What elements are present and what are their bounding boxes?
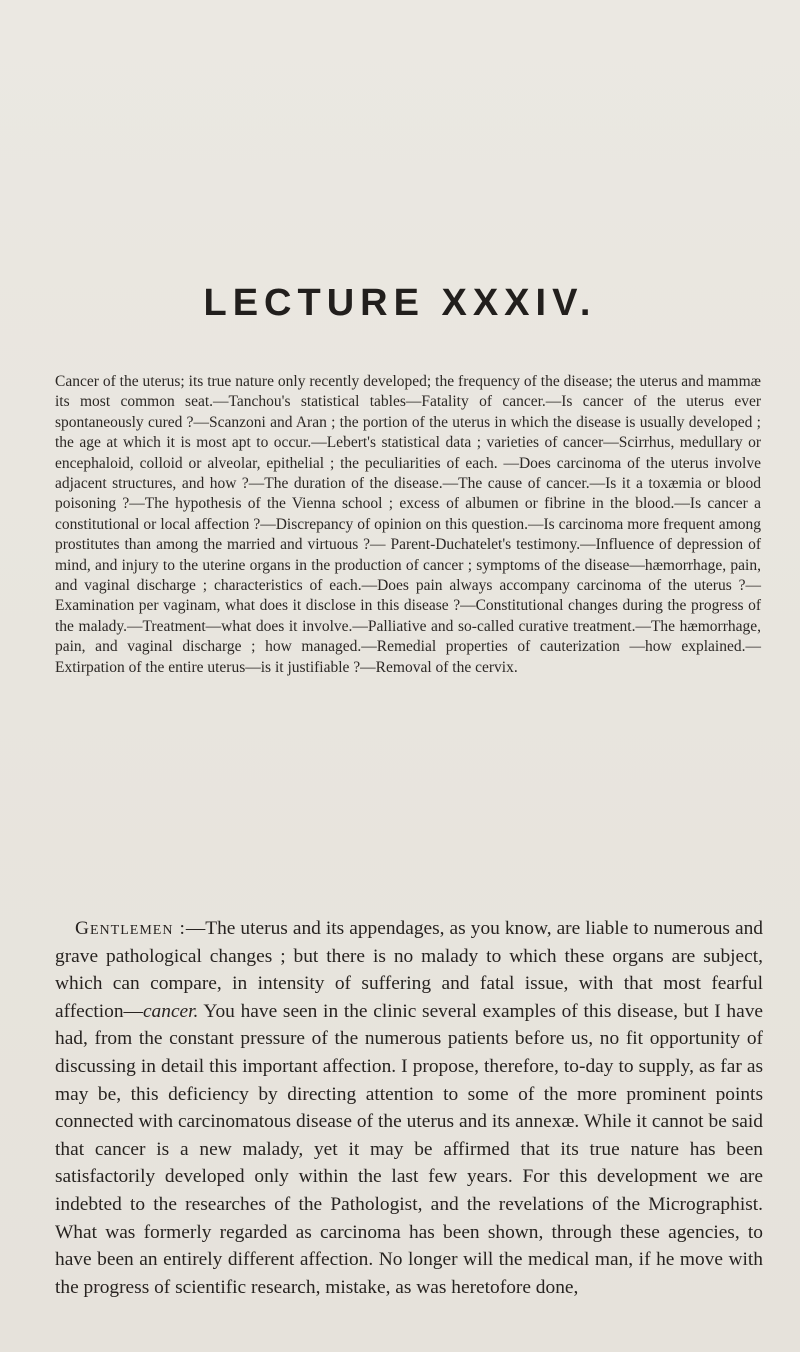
lecture-body-paragraph: [55, 915, 763, 1301]
body-text-part-2: You have seen in the clinic several examples of this disease, but I have had, from the constant pressure of the numerous patients before us, no fit opportunity of discussing in detail this important affection. I propose, therefore, to-day to supply, as far as may be, this deficiency by directing attention to some of the more prominent points connected with carcinomatous disease of the uterus and its annexæ. While it cannot be said that cancer is a new malady, yet it may be affirmed that its true nature has been satisfactorily developed only within the last few years. For this development we are indebted to the researches of the Pathologist, and the revelations of the Micrographist. What was formerly regarded as carcinoma has been shown, through these agencies, to have been an entirely different affection. No longer will the medical man, if he move with the progress of scientific research, mistake, as was heretofore done,: [55, 1000, 763, 1298]
lecture-title: LECTURE XXXIV.: [203, 282, 597, 324]
salutation: Gentlemen :: [75, 918, 186, 939]
body-text-part-1: —The uterus and its appendages, as you know, are liable to numerous and grave pathological changes ; but there is no malady to which these organs are subject, which can compare, in intensity of suffering and fatal issue, with that most fearful affection—: [55, 918, 764, 1022]
body-emphasis: cancer.: [142, 1000, 199, 1022]
lecture-summary: Cancer of the uterus; its true nature only recently developed; the frequency of the disease; the uterus and mammæ its most common seat.—Tanchou's statistical tables—Fatality of cancer.—Is cancer of the uterus ever spontaneously cured ?—Scanzoni and Aran ; the portion of the uterus in which the disease is usually developed ; the age at which it is most apt to occur.—Lebert's statistical data ; varieties of cancer—Scirrhus, medullary or encephaloid, colloid or alveolar, epithelial ; the peculiarities of each. —Does carcinoma of the uterus involve adjacent structures, and how ?—The duration of the disease.—The cause of cancer.—Is it a toxæmia or blood poisoning ?—The hypothesis of the Vienna school ; excess of albumen or fibrine in the blood.—Is cancer a constitutional or local affection ?—Discrepancy of opinion on this question.—Is carcinoma more frequent among prostitutes than among the married and virtuous ?— Parent-Duchatelet's testimony.—Influence of depression of mind, and injury to the uterine organs in the production of cancer ; symptoms of the disease—hæmorrhage, pain, and vaginal discharge ; characteristics of each.—Does pain always accompany carcinoma of the uterus ?—Examination per vaginam, what does it disclose in this disease ?—Constitutional changes during the progress of the malady.—Treatment—what does it involve.—Palliative and so-called curative treatment.—The hæmorrhage, pain, and vaginal discharge ; how managed.—Remedial properties of cauterization —how explained.—Extirpation of the entire uterus—is it justifiable ?—Removal of the cervix.: [55, 373, 761, 676]
